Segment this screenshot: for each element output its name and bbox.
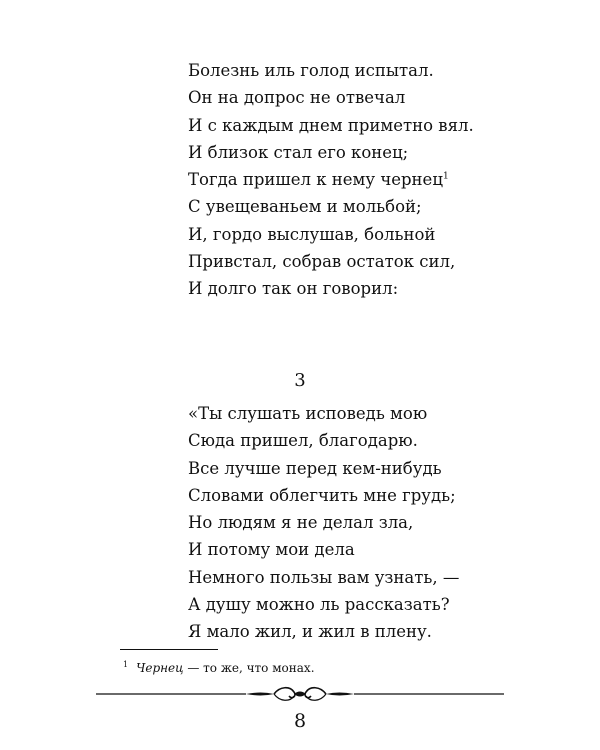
footnote-reference: 1 [442,171,449,182]
verse-line: «Ты слушать исповедь мою [188,404,428,423]
verse-line: Привстал, собрав остаток сил, [188,252,456,272]
verse-line: Словами облегчить мне грудь; [188,485,456,505]
verse-line: А душу можно ль рассказать? [188,595,450,615]
page-ornament-divider [96,683,504,705]
verse-line: С увещеваньем и мольбой; [188,197,422,217]
page-number: 8 [293,710,307,732]
stanza-2 [188,400,459,646]
verse-line: И с каждым днем приметно вял. [188,115,474,135]
verse-line: И, гордо выслушав, больной [188,224,436,244]
footnote-definition: — то же, что монах. [183,661,315,675]
verse-line-text: Тогда пришел к нему чернец [188,170,443,190]
verse-line: Сюда пришел, благодарю. [188,431,418,451]
verse-line-with-footnote [188,166,474,193]
stanza-1 [188,57,474,303]
footnote-divider [120,649,218,650]
verse-line: Я мало жил, и жил в плену. [188,622,432,642]
verse-line: И долго так он говорил: [188,279,399,299]
verse-line: Он на допрос не отвечал [188,88,406,108]
footnote-number: 1 [123,660,129,669]
verse-line: И близок стал его конец; [188,142,409,162]
section-number: 3 [294,370,306,391]
verse-line: Болезнь иль голод испытал. [188,61,434,80]
footnote [123,660,315,676]
footnote-term: Чернец [136,661,184,675]
verse-line: Но людям я не делал зла, [188,513,414,533]
verse-line: Немного пользы вам узнать, — [188,567,460,587]
verse-line: И потому мои дела [188,540,355,560]
verse-line: Все лучше перед кем-нибудь [188,458,442,478]
